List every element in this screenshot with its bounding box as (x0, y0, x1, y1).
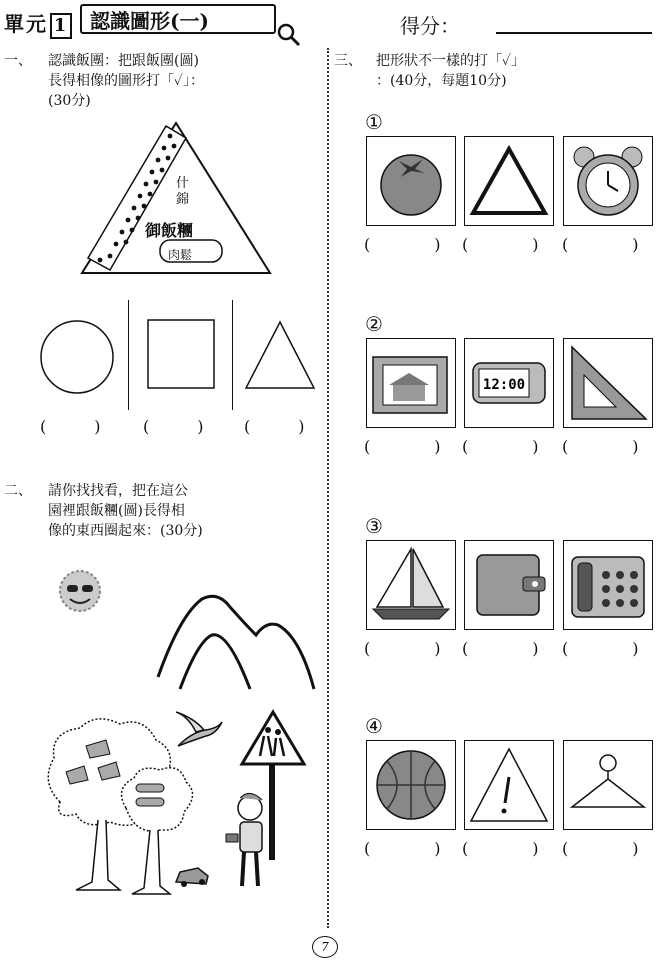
q1-blank-1[interactable]: ( ) (364, 235, 441, 254)
q1-blank-2[interactable]: ( ) (462, 235, 539, 254)
page-number: 7 (312, 936, 338, 958)
q2-blank-2[interactable]: ( ) (462, 437, 539, 456)
q4-blank-1[interactable]: ( ) (364, 839, 441, 858)
q2-blank-1[interactable]: ( ) (364, 437, 441, 456)
unit-label-text: 單元 (4, 12, 48, 36)
telephone-icon (564, 541, 652, 629)
sailboat-icon (367, 541, 455, 629)
set-square-icon (564, 339, 652, 427)
q2-frame-card[interactable] (366, 338, 456, 428)
hanger-icon (564, 741, 652, 829)
q2-blank-3[interactable]: ( ) (562, 437, 639, 456)
wallet-icon (465, 541, 553, 629)
question-3-label: ③ (365, 514, 383, 538)
q3-sailboat-card[interactable] (366, 540, 456, 630)
q1-tomato-card[interactable] (366, 136, 456, 226)
q2-digital-clock-card[interactable] (464, 338, 554, 428)
magnifier-icon (276, 22, 302, 48)
square-shape (144, 316, 220, 392)
q2-set-square-card[interactable] (563, 338, 653, 428)
q3-blank-1[interactable]: ( ) (364, 639, 441, 658)
unit-number: 1 (50, 13, 72, 39)
question-1-label: ① (365, 110, 383, 134)
question-4-label: ④ (365, 714, 383, 738)
q3-wallet-card[interactable] (464, 540, 554, 630)
q3-blank-3[interactable]: ( ) (562, 639, 639, 658)
score-label: 得分： (400, 14, 460, 38)
q4-blank-2[interactable]: ( ) (462, 839, 539, 858)
section3-line1: 把形狀不一樣的打「✓」 (376, 53, 526, 69)
triangle-shape (242, 318, 318, 392)
section2-line2: 園裡跟飯糰(圖)長得相 (48, 503, 185, 519)
q4-hanger-card[interactable] (563, 740, 653, 830)
toy-car-image (172, 862, 212, 890)
circle-shape (36, 316, 118, 398)
sun-image (50, 565, 110, 617)
picture-frame-icon (367, 339, 455, 427)
q3-phone-card[interactable] (563, 540, 653, 630)
warning-triangle-icon (465, 741, 553, 829)
section1-line3: (30分) (48, 93, 91, 109)
q4-basketball-card[interactable] (366, 740, 456, 830)
section2-line3: 像的東西圈起來：(30分) (48, 523, 203, 539)
q1-blank-3[interactable]: ( ) (562, 235, 639, 254)
onigiri-label-2: 錦 (176, 192, 190, 207)
tomato-icon (367, 137, 455, 225)
score-field[interactable] (496, 32, 652, 34)
onigiri-label-1: 什 (176, 176, 190, 191)
section1-line1: 認識飯團：把跟飯團(圖) (48, 53, 199, 69)
shape-divider-2 (232, 300, 233, 410)
q1-clock-card[interactable] (563, 136, 653, 226)
q4-warning-sign-card[interactable] (464, 740, 554, 830)
page-title: 認識圖形(一) (80, 4, 276, 34)
basketball-icon (367, 741, 455, 829)
section2-number: 二、 (4, 483, 32, 499)
column-divider (327, 48, 329, 928)
section2-line1: 請你找找看，把在這公 (48, 483, 188, 499)
q1-triangle-card[interactable] (464, 136, 554, 226)
alarm-clock-icon (564, 137, 652, 225)
section3-number: 三、 (334, 53, 362, 69)
boy-image (220, 786, 272, 896)
clock-text: 12:00 (482, 377, 526, 393)
answer-blank[interactable]: ( ) (143, 417, 204, 436)
onigiri-label-4: 肉鬆 (168, 248, 193, 262)
q4-blank-3[interactable]: ( ) (562, 839, 639, 858)
shape-divider-1 (128, 300, 129, 410)
onigiri-label-3: 御飯糰 (145, 221, 194, 240)
section1-number: 一、 (4, 53, 32, 69)
q3-blank-2[interactable]: ( ) (462, 639, 539, 658)
answer-blank[interactable]: ( ) (244, 417, 305, 436)
mountains-image (150, 585, 320, 695)
section1-line2: 長得相像的圖形打「✓」： (48, 73, 205, 89)
triangle-icon (465, 137, 553, 225)
section3-line2: ：(40分，每題10分) (376, 73, 507, 89)
unit-label (4, 8, 72, 39)
digital-clock-icon (465, 339, 553, 427)
answer-blank[interactable]: ( ) (40, 417, 101, 436)
question-2-label: ② (365, 312, 383, 336)
